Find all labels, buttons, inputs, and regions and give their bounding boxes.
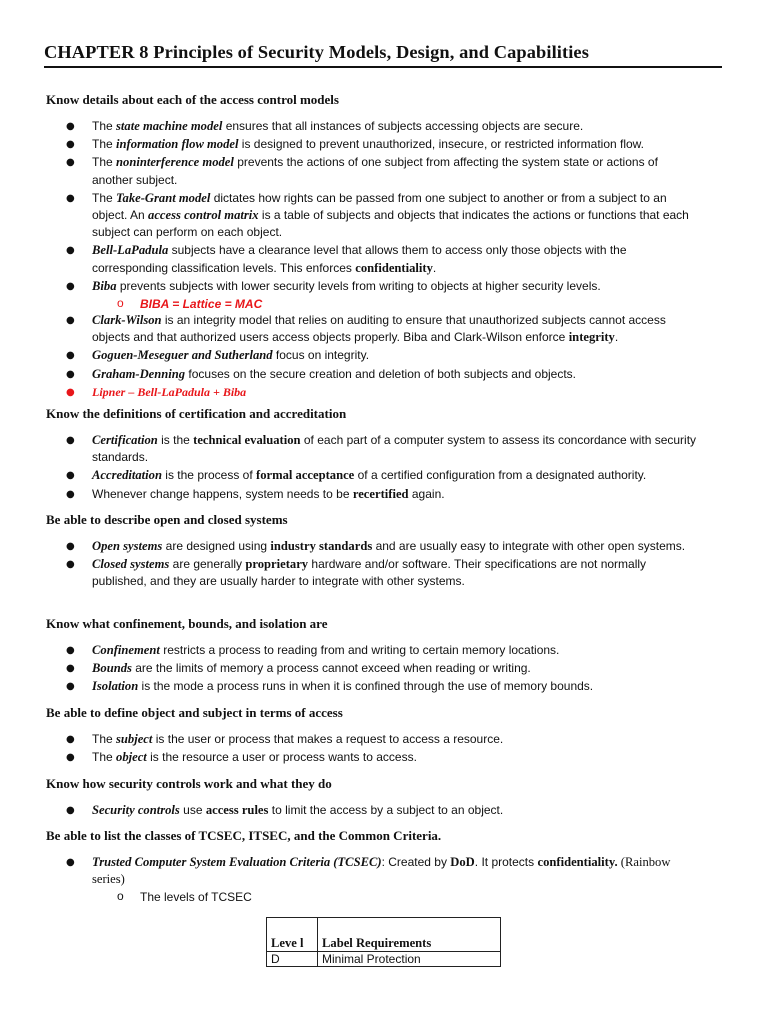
- item-text: is the: [157, 433, 194, 447]
- item-text: is the resource a user or process wants to access.: [146, 750, 417, 765]
- section-heading: Be able to define object and subject in terms of access: [46, 705, 343, 720]
- table-cell: D: [267, 952, 318, 967]
- list-item: [0, 136, 697, 153]
- list-item: [0, 278, 697, 295]
- item-text: to limit the access by a subject to an object.: [268, 803, 504, 817]
- item-text: Lipner – Bell-LaPadula + Biba: [92, 384, 247, 399]
- bullet-list: [0, 731, 697, 767]
- emphasis-text: confidentiality.: [537, 855, 618, 869]
- list-item: [0, 642, 697, 659]
- item-text: dictates how rights can be passed from one subject to another or from a subject to an object. An: [92, 190, 667, 223]
- sub-bullet-icon: o: [117, 296, 124, 311]
- term-text: Certification: [92, 433, 158, 447]
- bullet-icon: ●: [66, 645, 75, 656]
- bullet-icon: ●: [66, 315, 75, 327]
- item-text: is an integrity model that relies on auditing to ensure that unauthorized subjects cannot access objects and that authorized users access objects properly. Biba and Clark-Wilson enforce: [92, 313, 666, 345]
- item-text: The: [92, 732, 117, 746]
- item-text: (Rainbow series): [92, 855, 671, 887]
- section-heading: Be able to describe open and closed systems: [46, 512, 288, 527]
- item-text: are generally: [169, 557, 246, 572]
- list-item: [0, 366, 697, 383]
- item-text: use: [179, 803, 206, 817]
- bullet-list: [0, 432, 697, 504]
- list-item: [0, 384, 697, 401]
- term-text: Take-Grant model: [116, 190, 211, 205]
- bullet-icon: ●: [66, 280, 75, 292]
- item-text: and are usually easy to integrate with other open systems.: [372, 539, 686, 553]
- emphasis-text: access rules: [205, 803, 269, 817]
- emphasis-text: DoD: [450, 855, 475, 869]
- item-text: ensures that all instances of subjects accessing objects are secure.: [222, 119, 584, 133]
- list-item: [0, 538, 697, 555]
- sub-item-text: The levels of TCSEC: [140, 890, 252, 905]
- emphasis-text: recertified: [352, 486, 409, 501]
- emphasis-text: confidentiality: [355, 260, 433, 275]
- bullet-icon: ●: [66, 245, 75, 257]
- bullet-icon: ●: [66, 121, 75, 132]
- sub-item-text: BIBA = Lattice = MAC: [140, 297, 263, 312]
- item-text: : Created by: [381, 855, 451, 869]
- item-text: restricts a process to reading from and writing to certain memory locations.: [159, 643, 560, 657]
- bullet-icon: ●: [66, 488, 75, 500]
- bullet-list: [0, 118, 697, 402]
- bullet-list: [0, 854, 697, 905]
- term-text: Security controls: [92, 803, 180, 817]
- emphasis-text: industry standards: [270, 539, 373, 553]
- emphasis-text: proprietary: [245, 557, 309, 572]
- bullet-list: [0, 538, 697, 592]
- term-text: Confinement: [92, 643, 160, 657]
- item-text: again.: [408, 486, 445, 501]
- term-text: Goguen-Meseguer and Sutherland: [92, 348, 273, 363]
- item-text: subjects have a clearance level that allows them to access only those objects with the corresponding classification levels. This enforces: [92, 243, 627, 275]
- term-text: Closed systems: [92, 557, 170, 572]
- list-item: [0, 749, 697, 766]
- bullet-icon: ●: [66, 139, 75, 151]
- term-text: state machine model: [116, 119, 223, 133]
- item-text: .: [432, 260, 437, 275]
- item-text: prevents the actions of one subject from affecting the system state or actions of another subject.: [92, 155, 658, 187]
- section-heading: Know what confinement, bounds, and isolation are: [46, 616, 328, 631]
- term-text: Bell-LaPadula: [92, 243, 169, 258]
- list-item: [0, 802, 697, 819]
- term-text: Trusted Computer System Evaluation Criteria (TCSEC): [92, 855, 382, 869]
- item-text: The: [92, 750, 117, 765]
- header-level-text: Leve l: [271, 936, 304, 950]
- bullet-icon: ●: [66, 541, 75, 552]
- bullet-icon: ●: [66, 470, 75, 482]
- table-header-cell: [267, 918, 318, 952]
- list-item: [0, 660, 697, 677]
- bullet-icon: ●: [66, 857, 75, 868]
- tcsec-levels-table: [266, 917, 501, 967]
- list-item: [0, 118, 697, 135]
- bullet-icon: ●: [66, 805, 75, 816]
- item-text: The: [92, 155, 117, 170]
- list-item: [0, 486, 697, 503]
- table-row: [267, 952, 501, 967]
- emphasis-text: integrity: [568, 330, 615, 345]
- term-text: object: [116, 750, 147, 765]
- item-text: . It protects: [474, 855, 538, 869]
- item-text: prevents subjects with lower security levels from writing to objects at higher security levels.: [116, 278, 601, 293]
- term-text: Clark-Wilson: [92, 313, 162, 328]
- term-text: access control matrix: [148, 208, 259, 223]
- table-cell: Minimal Protection: [318, 952, 501, 967]
- bullet-list: [0, 642, 697, 697]
- bullet-icon: ●: [66, 157, 75, 169]
- item-text: The: [92, 119, 117, 133]
- list-item: [0, 312, 697, 346]
- list-item: [0, 556, 697, 590]
- item-text: focuses on the secure creation and deletion of both subjects and objects.: [185, 366, 576, 381]
- list-item: [0, 347, 697, 364]
- item-text: is designed to prevent unauthorized, insecure, or restricted information flow.: [238, 137, 645, 152]
- bullet-icon: ●: [66, 192, 75, 204]
- term-text: Graham-Denning: [92, 366, 186, 381]
- emphasis-text: technical evaluation: [193, 433, 301, 447]
- page-title: CHAPTER 8 Principles of Security Models, Design, and Capabilities: [44, 42, 589, 62]
- list-item: [0, 678, 697, 695]
- item-text: is the process of: [161, 468, 257, 483]
- list-item: [0, 854, 697, 888]
- item-text: The: [92, 137, 117, 152]
- bullet-icon: ●: [66, 386, 75, 398]
- list-item: [0, 154, 697, 188]
- emphasis-text: formal acceptance: [256, 468, 355, 483]
- sub-list-item: [0, 889, 697, 905]
- header-label-text: Label Requirements: [322, 936, 432, 950]
- list-item: [0, 432, 697, 466]
- sub-list-item: [0, 296, 697, 312]
- sub-bullet-icon: o: [117, 889, 124, 904]
- item-text: is the user or process that makes a request to access a resource.: [152, 732, 504, 746]
- bullet-icon: ●: [66, 752, 75, 764]
- table-header-row: [267, 918, 501, 952]
- term-text: subject: [116, 732, 153, 746]
- list-item: [0, 467, 697, 484]
- item-text: are the limits of memory a process cannot exceed when reading or writing.: [131, 661, 531, 676]
- section-heading: Know the definitions of certification and accreditation: [46, 406, 347, 421]
- item-text: of a certified configuration from a designated authority.: [354, 468, 647, 483]
- list-item: [0, 190, 697, 242]
- bullet-icon: ●: [66, 559, 75, 571]
- term-text: Isolation: [92, 679, 139, 694]
- item-text: The: [92, 190, 117, 205]
- term-text: information flow model: [116, 137, 239, 152]
- item-text: is a table of subjects and objects that indicates the actions or functions that each subject can perform on each object.: [92, 208, 689, 240]
- term-text: Open systems: [92, 539, 163, 553]
- term-text: Accreditation: [92, 468, 162, 483]
- title-underline: [44, 66, 722, 68]
- table-header-cell: [318, 918, 501, 952]
- term-text: Bounds: [92, 661, 132, 676]
- list-item: [0, 242, 697, 276]
- term-text: noninterference model: [116, 155, 234, 170]
- section-heading: Know how security controls work and what they do: [46, 776, 332, 791]
- item-text: of each part of a computer system to assess its concordance with security standards.: [92, 433, 697, 465]
- item-text: .: [614, 330, 619, 345]
- bullet-list: [0, 802, 697, 820]
- bullet-icon: ●: [66, 681, 75, 693]
- list-item: [0, 731, 697, 748]
- item-text: Whenever change happens, system needs to be: [92, 486, 353, 501]
- item-text: is the mode a process runs in when it is confined through the use of memory bounds.: [138, 679, 594, 694]
- term-text: Biba: [92, 278, 117, 293]
- bullet-icon: ●: [66, 734, 75, 745]
- section-heading: Be able to list the classes of TCSEC, ITSEC, and the Common Criteria.: [46, 828, 442, 843]
- item-text: focus on integrity.: [272, 348, 370, 363]
- bullet-icon: ●: [66, 435, 75, 446]
- item-text: hardware and/or software. Their specifications are not normally published, and they are usually harder to integrate with other systems.: [92, 557, 647, 589]
- bullet-icon: ●: [66, 350, 75, 362]
- section-heading: Know details about each of the access control models: [46, 92, 339, 107]
- item-text: are designed using: [162, 539, 271, 553]
- bullet-icon: ●: [66, 663, 75, 675]
- bullet-icon: ●: [66, 368, 75, 380]
